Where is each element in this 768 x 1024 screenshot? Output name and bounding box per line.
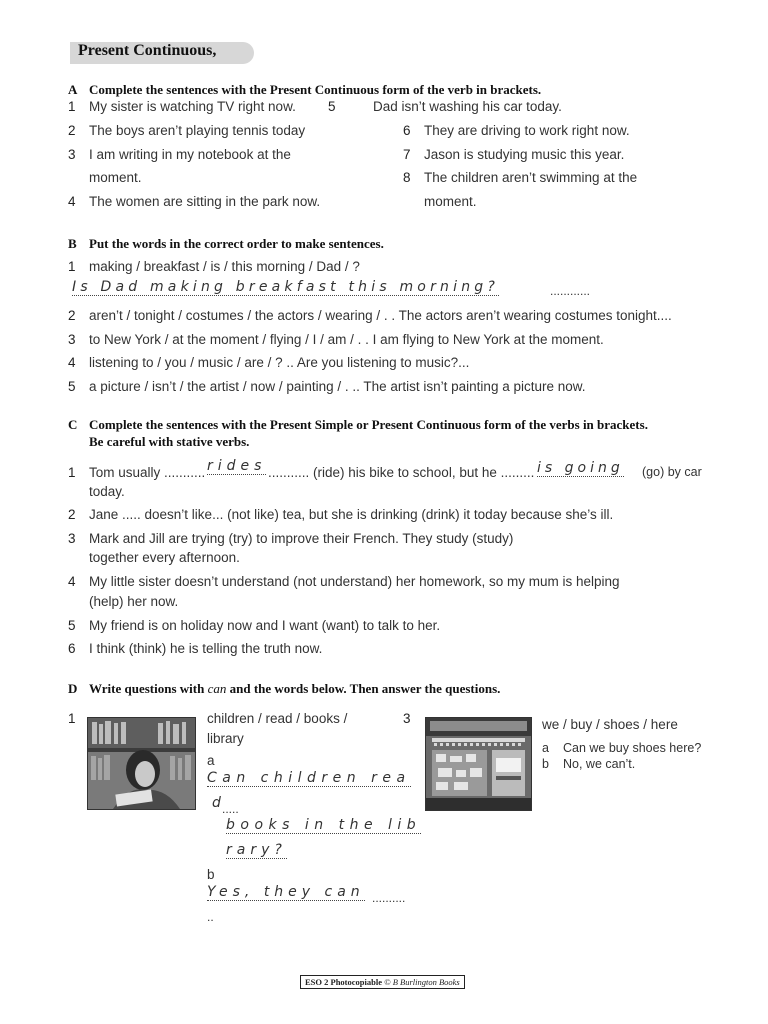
section-b-heading: Put the words in the correct order to make sentences. — [89, 236, 384, 251]
c-item-1-pre: Tom usually ........... — [89, 465, 206, 480]
d-q3-num: 3 — [403, 711, 411, 726]
d-q1-a-line-1: Can children rea — [207, 770, 411, 786]
a-item-6-text: They are driving to work right now. — [424, 123, 630, 138]
b-item-1-answer: Is Dad making breakfast this morning? — [72, 279, 499, 295]
b-item-5-num: 5 — [68, 379, 76, 394]
section-c-heading-2: Be careful with stative verbs. — [89, 434, 250, 449]
b-item-4-num: 4 — [68, 355, 76, 370]
a-item-3-text: I am writing in my notebook at the — [89, 147, 291, 162]
d-q3-b-label: b — [542, 757, 549, 771]
a-item-2-text: The boys aren’t playing tennis today — [89, 123, 306, 138]
d-q1-b-line-2: .. — [207, 910, 214, 924]
d-q1-prompt: children / read / books / — [207, 711, 348, 726]
a-item-1-text: My sister is watching TV right now. — [89, 99, 296, 114]
c-item-1-post: (go) by car — [642, 465, 702, 479]
section-d-letter: D — [68, 681, 78, 696]
d-q1-prompt-cont: library — [207, 731, 244, 746]
c-item-4-num: 4 — [68, 574, 76, 589]
c-item-1-num: 1 — [68, 465, 76, 480]
b-item-4-text: listening to / you / music / are / ? .. Are you listening to music?... — [89, 355, 470, 370]
footer — [300, 975, 465, 989]
b-item-2-num: 2 — [68, 308, 76, 323]
d-q1-b-answer: Yes, they can — [207, 884, 365, 900]
a-item-2-num: 2 — [68, 123, 76, 138]
section-c-letter: C — [68, 417, 78, 432]
section-d-heading-em: can — [207, 681, 227, 696]
a-item-3-text-cont: moment. — [89, 170, 142, 185]
a-item-6-num: 6 — [403, 123, 411, 138]
b-item-1-num: 1 — [68, 259, 76, 274]
a-item-4-text: The women are sitting in the park now. — [89, 194, 321, 209]
footer-copyright: © B Burlington Books — [384, 977, 460, 987]
b-item-5-text: a picture / isn’t / the artist / now / painting / . .. The artist isn’t painting a picture now. — [89, 379, 586, 394]
a-item-4-num: 4 — [68, 194, 76, 209]
d-q1-a-line-2-tail: ..... — [222, 802, 239, 816]
c-item-1-answer-2: is going — [537, 460, 624, 476]
a-item-7-text: Jason is studying music this year. — [424, 147, 625, 162]
b-item-2-text: aren’t / tonight / costumes / the actors / wearing / . . The actors aren’t wearing costumes tonight.... — [89, 308, 672, 323]
a-item-5-num: 5 — [328, 99, 336, 114]
d-q1-num: 1 — [68, 711, 76, 726]
c-item-1-line-2: today. — [89, 484, 125, 499]
b-item-3-text: to New York / at the moment / flying / I / am / . . I am flying to New York at the moment. — [89, 332, 604, 347]
d-q1-a-line-4: rary? — [226, 842, 287, 858]
d-q3-prompt: we / buy / shoes / here — [542, 717, 678, 732]
d-q1-a-line-3: books in the lib — [226, 817, 422, 833]
c-item-2-text: Jane ..... doesn’t like... (not like) tea, but she is drinking (drink) it today because she’s ill. — [89, 507, 614, 522]
c-item-6-num: 6 — [68, 641, 76, 656]
d-q1-a-line-2: d — [212, 795, 226, 811]
a-item-8-text: The children aren’t swimming at the — [424, 170, 638, 185]
d-q1-b-label: b — [207, 867, 215, 882]
a-item-5-text: Dad isn’t washing his car today. — [373, 99, 562, 114]
c-item-3-num: 3 — [68, 531, 76, 546]
c-item-6-text: I think (think) he is telling the truth now. — [89, 641, 323, 656]
shop-photo — [425, 717, 532, 811]
c-item-5-text: My friend is on holiday now and I want (want) to talk to her. — [89, 618, 441, 633]
d-q3-b-text: No, we can’t. — [563, 757, 636, 771]
section-b-letter: B — [68, 236, 77, 251]
c-item-1-answer-1: rides — [207, 458, 267, 474]
b-item-1-answer-tail: ............ — [550, 284, 591, 298]
b-item-1-text: making / breakfast / is / this morning / Dad / ? — [89, 259, 360, 274]
d-q1-b-tail: .......... — [372, 891, 406, 905]
c-item-4-text-cont: (help) her now. — [89, 594, 179, 609]
c-item-4-text: My little sister doesn’t understand (not understand) her homework, so my mum is helping — [89, 574, 620, 589]
footer-label: ESO 2 Photocopiable — [305, 977, 382, 987]
c-item-3-text: Mark and Jill are trying (try) to improve their French. They study (study) — [89, 531, 514, 546]
a-item-8-num: 8 — [403, 170, 411, 185]
section-d-heading: Write questions with can and the words below. Then answer the questions. — [89, 681, 501, 696]
section-c-heading: Complete the sentences with the Present Simple or Present Continuous form of the verbs in brackets. — [89, 417, 648, 432]
section-a-letter: A — [68, 82, 78, 97]
d-q3-a-text: Can we buy shoes here? — [563, 741, 702, 755]
d-q1-a-label: a — [207, 753, 215, 768]
section-a-heading: Complete the sentences with the Present Continuous form of the verb in brackets. — [89, 82, 542, 97]
c-item-5-num: 5 — [68, 618, 76, 633]
d-q3-a-label: a — [542, 741, 549, 755]
a-item-3-num: 3 — [68, 147, 76, 162]
b-item-3-num: 3 — [68, 332, 76, 347]
c-item-3-text-cont: together every afternoon. — [89, 550, 240, 565]
page-title: Present Continuous, — [78, 42, 217, 59]
a-item-1-num: 1 — [68, 99, 76, 114]
a-item-8-text-cont: moment. — [424, 194, 477, 209]
library-photo — [87, 717, 196, 810]
a-item-7-num: 7 — [403, 147, 411, 162]
c-item-2-num: 2 — [68, 507, 76, 522]
c-item-1-mid: ........... (ride) his bike to school, but he ......... — [268, 465, 535, 480]
